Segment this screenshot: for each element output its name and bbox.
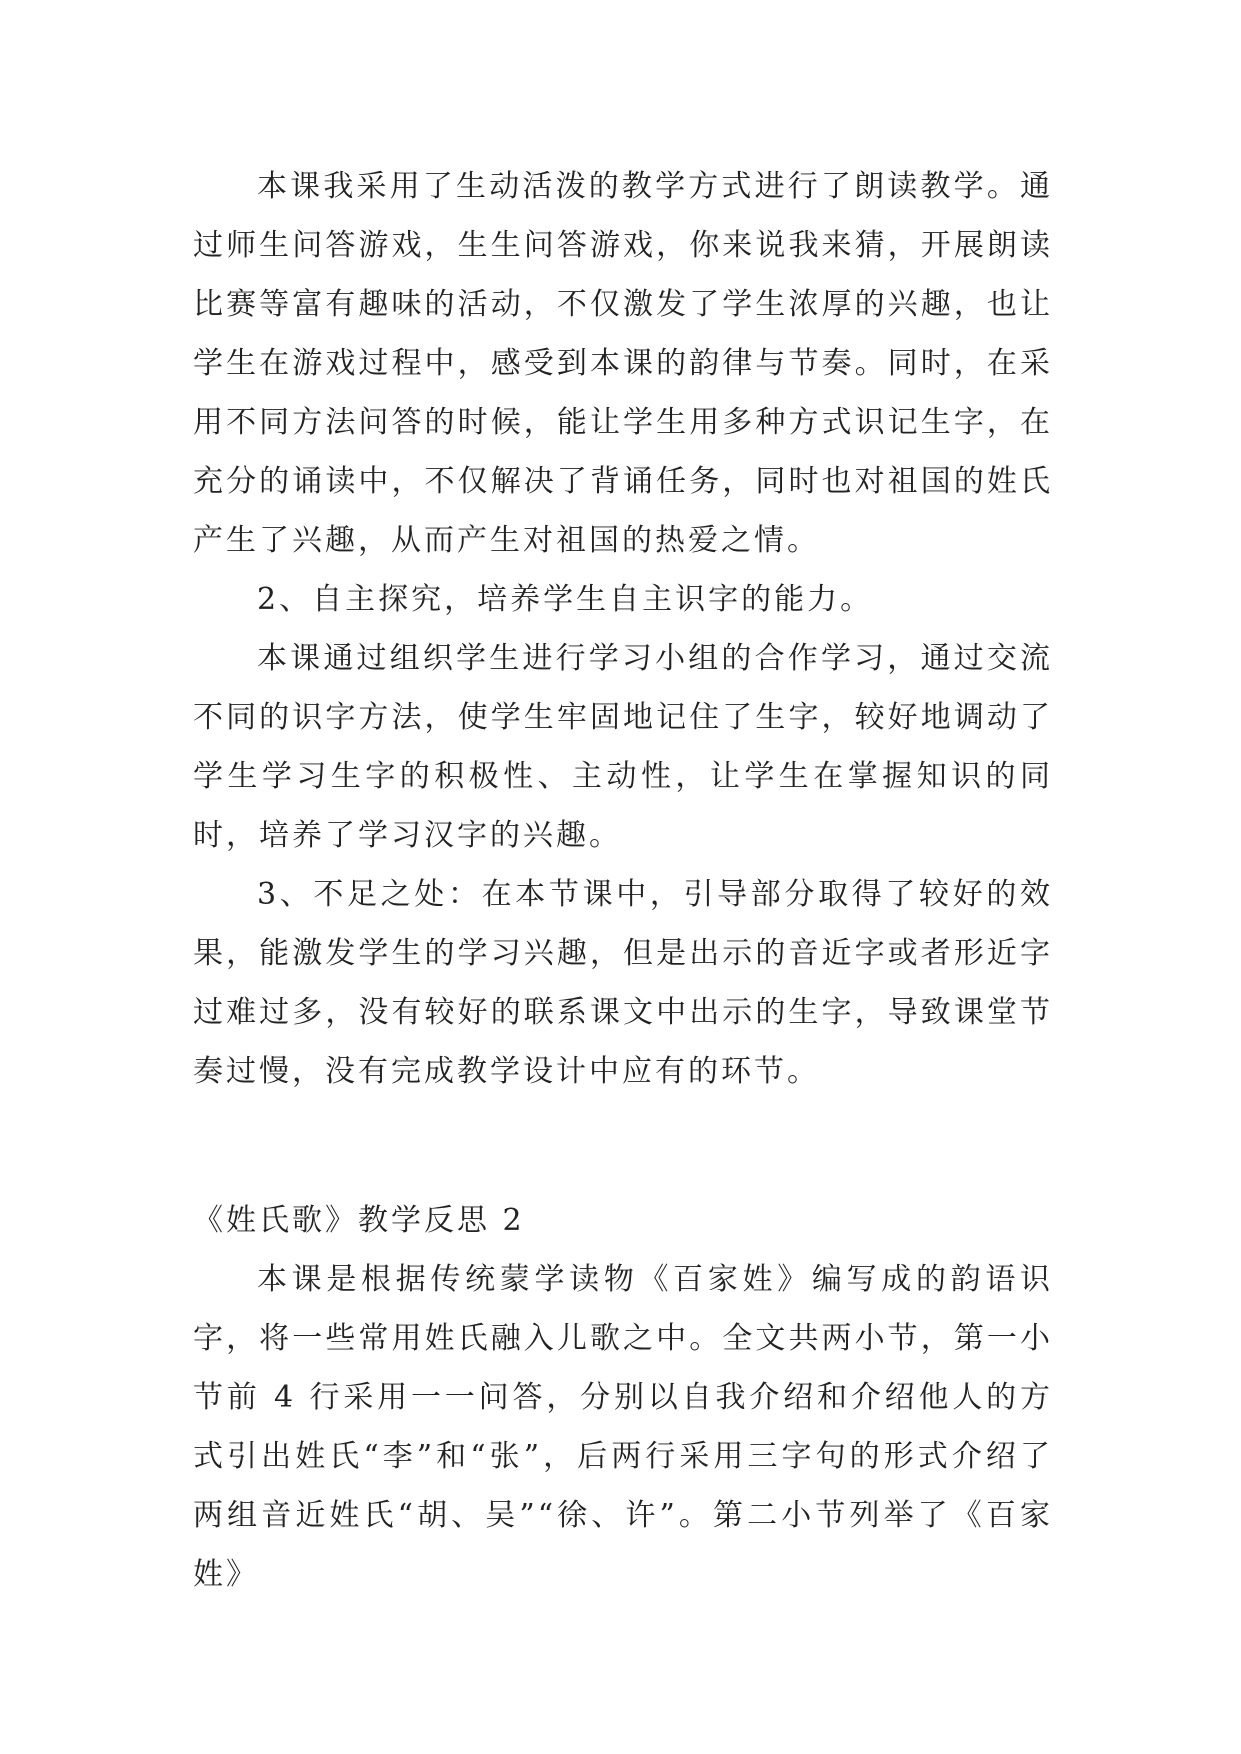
paragraph-point-2: 2、自主探究，培养学生自主识字的能力。 — [257, 582, 874, 617]
section-one — [193, 157, 1053, 1101]
section-two — [193, 1191, 1053, 1604]
paragraph-point-3: 3、不足之处：在本节课中，引导部分取得了较好的效果，能激发学生的学习兴趣，但是出示的音近字或者形近字过难过多，没有较好的联系课文中出示的生字，导致课堂节奏过慢，没有完成教学设计中应有的环节。 — [193, 877, 1053, 1089]
paragraph-lesson-intro: 本课是根据传统蒙学读物《百家姓》编写成的韵语识字，将一些常用姓氏融入儿歌之中。全文共两小节，第一小节前 4 行采用一一问答，分别以自我介绍和介绍他人的方式引出姓氏“李”和“张”，后两行采用三字句的形式介绍了两组音近姓氏“胡、吴”“徐、许”。第二小节列举了《百家姓》 — [193, 1262, 1053, 1592]
paragraph-reading-teaching: 本课我采用了生动活泼的教学方式进行了朗读教学。通过师生问答游戏，生生问答游戏，你来说我来猜，开展朗读比赛等富有趣味的活动，不仅激发了学生浓厚的兴趣，也让学生在游戏过程中，感受到本课的韵律与节奏。同时，在采用不同方法问答的时候，能让学生用多种方式识记生字，在充分的诵读中，不仅解决了背诵任务，同时也对祖国的姓氏产生了兴趣，从而产生对祖国的热爱之情。 — [193, 169, 1053, 558]
paragraph-group-study: 本课通过组织学生进行学习小组的合作学习，通过交流不同的识字方法，使学生牢固地记住了生字，较好地调动了学生学习生字的积极性、主动性，让学生在掌握知识的同时，培养了学习汉字的兴趣。 — [193, 641, 1053, 853]
section-title: 《姓氏歌》教学反思 2 — [193, 1203, 525, 1238]
